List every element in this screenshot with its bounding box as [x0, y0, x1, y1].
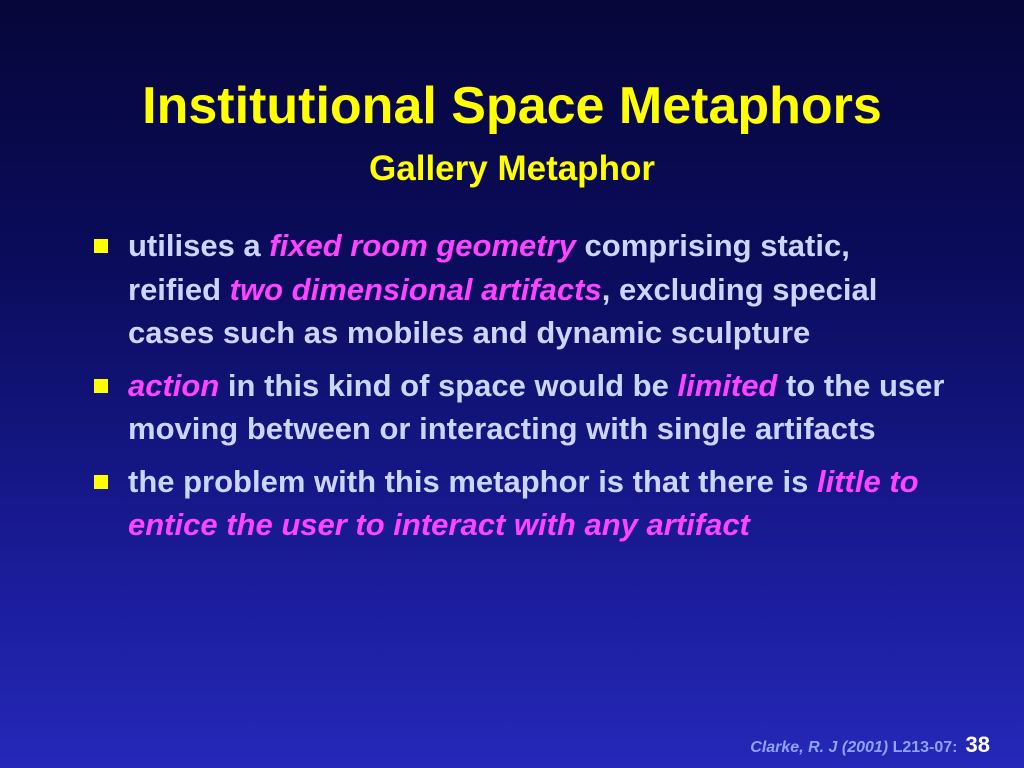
bullet-text: to the user moving between or interacting with single artifacts [128, 367, 945, 446]
square-bullet-icon [94, 475, 108, 489]
slide-subtitle: Gallery Metaphor [369, 149, 655, 188]
square-bullet-icon [94, 379, 108, 393]
emphasis-text: two dimensional artifacts [229, 271, 602, 307]
bullet-item [88, 460, 948, 547]
emphasis-text: little to entice the user to interact with any artifact [128, 463, 919, 542]
emphasis-text: fixed room geometry [269, 228, 576, 263]
bullet-text: the problem with this metaphor is that there is [128, 463, 817, 499]
square-bullet-icon [94, 239, 108, 253]
emphasis-text: action [128, 367, 220, 403]
bullet-item [88, 224, 948, 355]
bullet-list [88, 224, 948, 556]
slide-footer [750, 732, 990, 758]
bullet-text: utilises a [128, 228, 270, 263]
bullet-item [88, 364, 948, 451]
slide-title: Institutional Space Metaphors [142, 77, 882, 135]
bullet-text: , excluding special cases such as mobiles and dynamic sculpture [128, 271, 878, 350]
page-number: 38 [965, 732, 990, 757]
footer-code: L213-07: [888, 739, 958, 756]
bullet-text: comprising static, reified [128, 228, 850, 307]
emphasis-text: limited [677, 367, 778, 403]
bullet-text: in this kind of space would be [219, 367, 678, 403]
footer-reference: Clarke, R. J (2001) [750, 739, 889, 756]
